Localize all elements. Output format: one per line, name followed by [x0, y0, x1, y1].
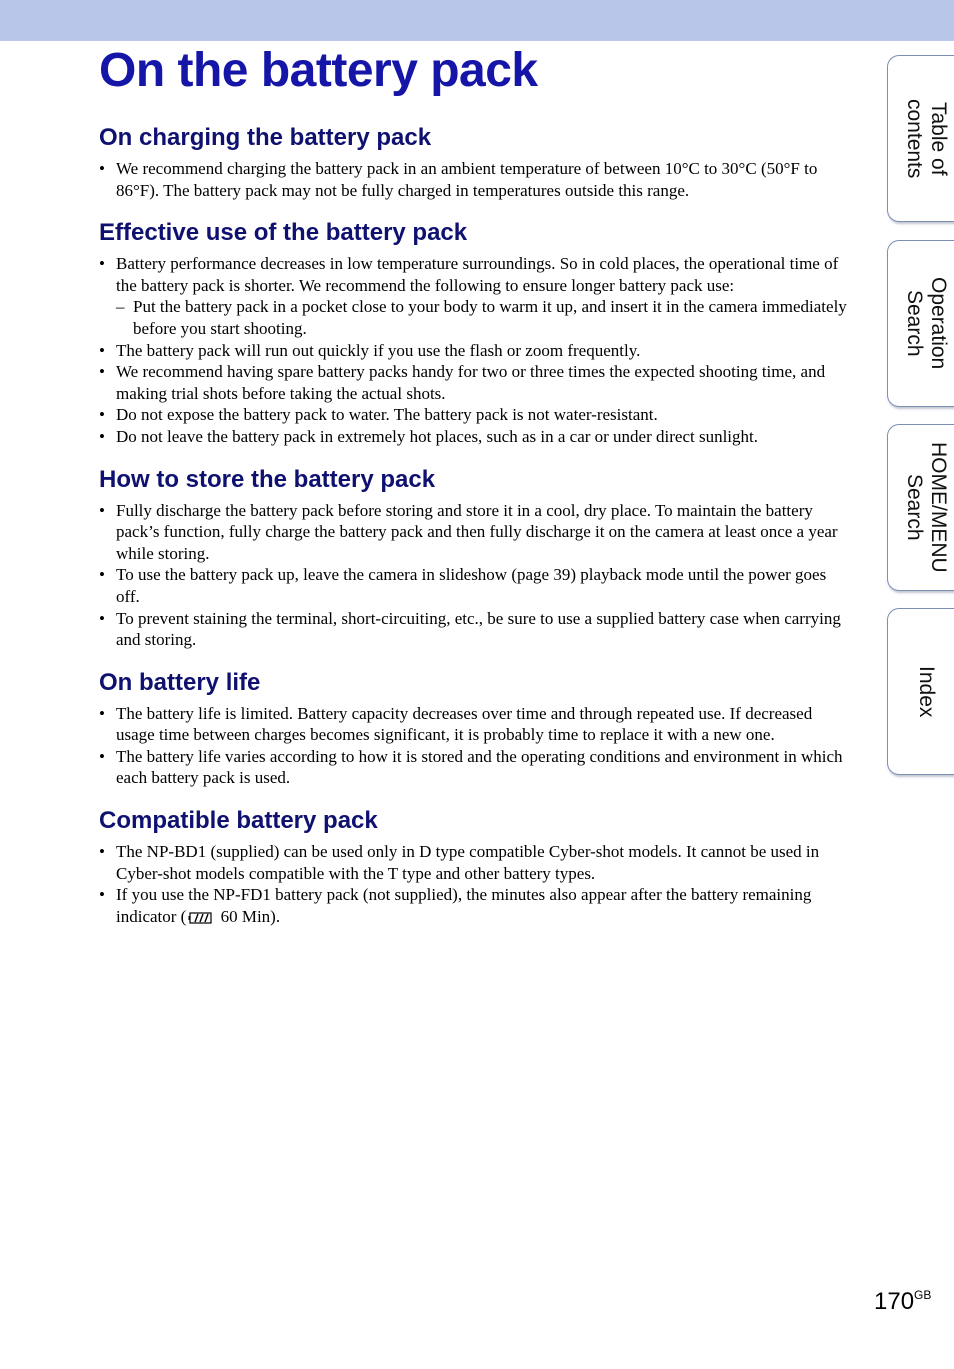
bullet-list	[99, 253, 854, 447]
section-storage	[99, 460, 854, 651]
page-number-value: 170	[874, 1288, 915, 1315]
sub-list-item: – Put the battery pack in a pocket close to your body to warm it up, and insert it in the camera immediately before you start shooting.	[116, 297, 847, 338]
tab-label: Operation Search	[903, 277, 950, 370]
section-heading: Effective use of the battery pack	[99, 219, 468, 247]
list-item: • To use the battery pack up, leave the camera in slideshow (page 39) playback mode until the power goes off.	[99, 565, 827, 606]
list-item-text: The battery pack will run out quickly if you use the flash or zoom frequently.	[116, 340, 641, 360]
section-battery-life	[99, 663, 854, 789]
bullet-list	[99, 703, 854, 789]
list-item-text: We recommend charging the battery pack in an ambient temperature of between 10°C to 30°C (50°F to 86°F). The battery pack may not be fully charged in temperatures outside this range.	[116, 159, 818, 200]
list-item: • The battery life varies according to how it is stored and the operating conditions and environment in which each battery pack is used.	[99, 746, 843, 788]
page-number-suffix: GB	[914, 1288, 932, 1302]
list-item: • To prevent staining the terminal, short-circuiting, etc., be sure to use a supplied battery case when carrying and storing.	[99, 608, 841, 650]
list-item: • The battery pack will run out quickly if you use the flash or zoom frequently.	[99, 340, 641, 360]
list-item-text-after: 60 Min).	[216, 906, 281, 926]
list-item-text: Battery performance decreases in low temperature surroundings. So in cold places, the operational time of the battery pack is shorter. We recommend the following to ensure longer battery pack use:	[116, 254, 839, 295]
list-item-text: To prevent staining the terminal, short-circuiting, etc., be sure to use a supplied battery case when carrying and storing.	[116, 608, 841, 650]
section-effective-use	[99, 213, 854, 447]
list-item: • Battery performance decreases in low temperature surroundings. So in cold places, the operational time of the battery pack is shorter. We recommend the following to ensure longer battery pack use: – Put the battery pack in a pocket close to your body to warm it up, and insert it in the camera immediately before you start shooting.	[99, 253, 854, 339]
battery-remaining-icon	[188, 911, 214, 925]
tab-home-menu-search[interactable]	[887, 424, 954, 591]
section-heading: On charging the battery pack	[99, 124, 432, 151]
page-number	[874, 1288, 931, 1316]
section-heading: Compatible battery pack	[99, 807, 378, 835]
page-title: On the battery pack	[99, 44, 538, 97]
list-item: • Fully discharge the battery pack before storing and store it in a cool, dry place. To maintain the battery pack’s function, fully charge the battery pack and then fully discharge it on the camera at least once a year while storing.	[99, 500, 838, 563]
tab-operation-search[interactable]	[887, 240, 954, 407]
list-item-text-before: If you use the NP-FD1 battery pack (not supplied), the minutes also appear after the battery remaining indicator (	[116, 885, 812, 926]
main-content	[99, 118, 854, 939]
section-compatible	[99, 801, 854, 927]
tab-label: HOME/MENU Search	[903, 442, 950, 573]
list-item-text: The battery life is limited. Battery capacity decreases over time and through repeated use. If decreased usage time between charges becomes significant, it is probably time to replace it with a new one.	[116, 703, 813, 745]
list-item: • The battery life is limited. Battery capacity decreases over time and through repeated use. If decreased usage time between charges becomes significant, it is probably time to replace it with a new one.	[99, 703, 813, 745]
list-item: • Do not expose the battery pack to water. The battery pack is not water-resistant.	[99, 405, 658, 425]
list-item-text: The battery life varies according to how it is stored and the operating conditions and environment in which each battery pack is used.	[116, 746, 843, 788]
tab-table-of-contents[interactable]	[887, 55, 954, 222]
bullet-list	[99, 841, 854, 927]
list-item-text: The NP-BD1 (supplied) can be used only in D type compatible Cyber-shot models. It cannot be used in Cyber-shot models compatible with the T type and other battery types.	[116, 842, 820, 883]
sub-list	[116, 296, 854, 339]
tab-index[interactable]	[887, 608, 954, 775]
section-heading: How to store the battery pack	[99, 465, 436, 493]
bullet-list	[99, 500, 854, 651]
list-item-text: To use the battery pack up, leave the camera in slideshow (page 39) playback mode until the power goes off.	[116, 565, 827, 606]
list-item: • We recommend having spare battery packs handy for two or three times the expected shooting time, and making trial shots before taking the actual shots.	[99, 362, 826, 403]
top-band	[0, 0, 954, 41]
section-charging	[99, 118, 854, 201]
list-item: • We recommend charging the battery pack in an ambient temperature of between 10°C to 30°C (50°F to 86°F). The battery pack may not be fully charged in temperatures outside this range.	[99, 159, 818, 200]
list-item-text: Do not expose the battery pack to water. The battery pack is not water-resistant.	[116, 405, 658, 425]
list-item-text: Fully discharge the battery pack before storing and store it in a cool, dry place. To maintain the battery pack’s function, fully charge the battery pack and then fully discharge it on the camera at least once a year while storing.	[116, 500, 838, 563]
bullet-list	[99, 158, 854, 201]
list-item-text: Do not leave the battery pack in extremely hot places, such as in a car or under direct sunlight.	[116, 426, 758, 446]
list-item: • If you use the NP-FD1 battery pack (not supplied), the minutes also appear after the battery remaining indicator ( 60 Min).	[99, 885, 812, 926]
section-heading: On battery life	[99, 668, 261, 696]
list-item-text: We recommend having spare battery packs handy for two or three times the expected shooting time, and making trial shots before taking the actual shots.	[116, 362, 826, 403]
list-item: • Do not leave the battery pack in extremely hot places, such as in a car or under direct sunlight.	[99, 426, 758, 446]
tab-label: Index	[915, 665, 938, 718]
sub-list-item-text: Put the battery pack in a pocket close to your body to warm it up, and insert it in the camera immediately before you start shooting.	[133, 297, 847, 338]
list-item: • The NP-BD1 (supplied) can be used only in D type compatible Cyber-shot models. It cannot be used in Cyber-shot models compatible with the T type and other battery types.	[99, 842, 820, 883]
tab-label: Table of contents	[903, 98, 950, 179]
